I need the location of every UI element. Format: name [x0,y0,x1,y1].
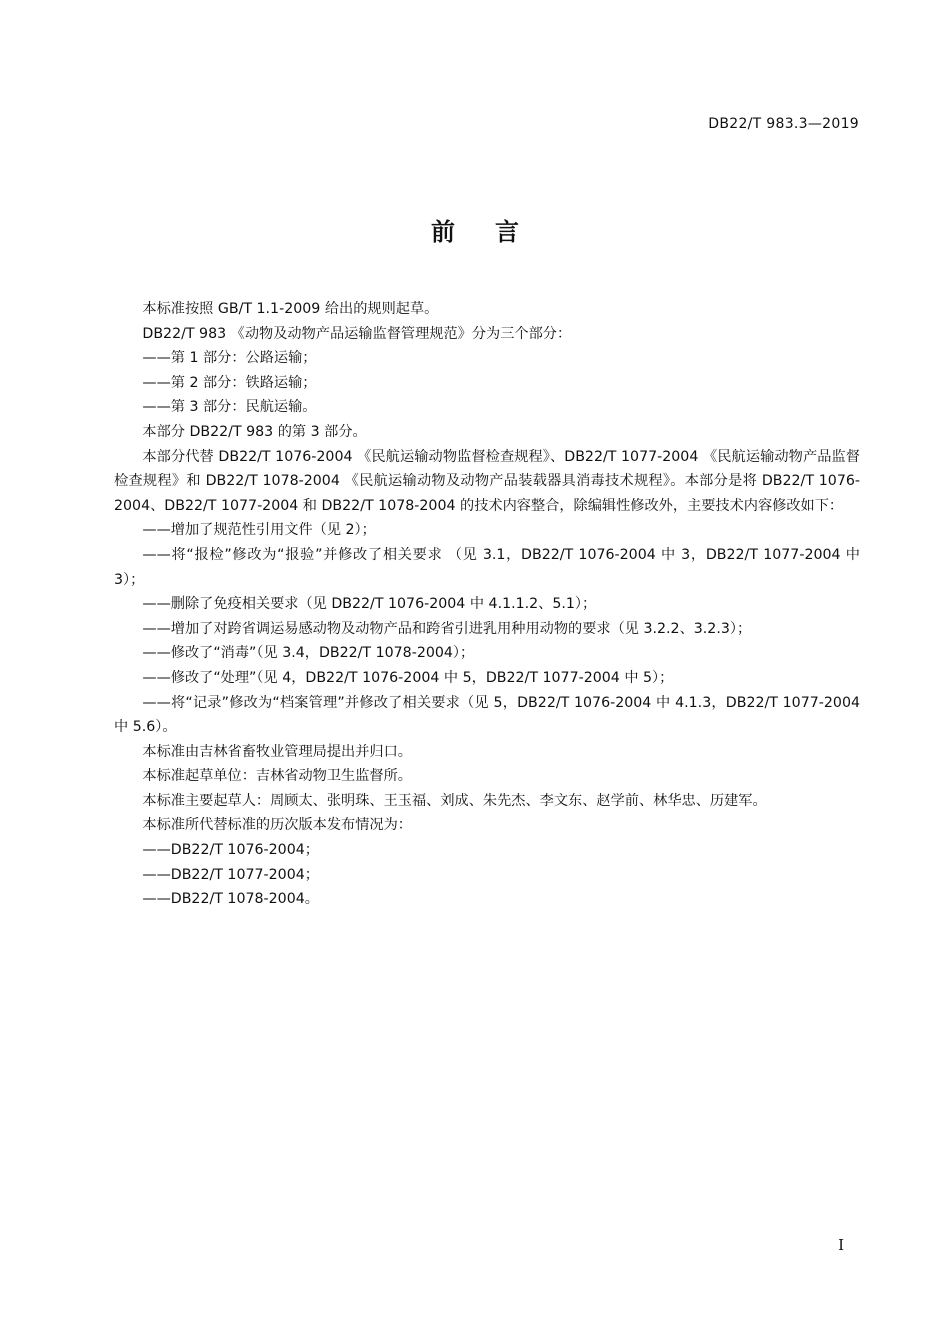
list-item: ——增加了对跨省调运易感动物及动物产品和跨省引进乳用种用动物的要求（见 3.2.2、3.2.3）； [142,620,752,637]
paragraph: 本部分代替 DB22/T 1076-2004 《民航运输动物监督检查规程》、DB22/T 1077-2004 《民航运输动物产品监督检查规程》和 DB22/T 1078-2004 《民航运输动物及动物产品装载器具消毒技术规程》。本部分是将 DB22/T 1076-2004、DB22/T 1077-2004 和 DB22/T 1078-2004 的技术内容整合，除编辑性修改外，主要技术内容修改如下： [114,448,860,514]
list-item: ——DB22/T 1077-2004； [142,866,319,883]
paragraph: 本标准由吉林省畜牧业管理局提出并归口。 [142,743,412,760]
list-item: ——将“记录”修改为“档案管理”并修改了相关要求（见 5，DB22/T 1076-2004 中 4.1.3，DB22/T 1077-2004 中 5.6）。 [114,694,860,736]
list-item: ——删除了免疫相关要求（见 DB22/T 1076-2004 中 4.1.1.2、5.1）； [142,596,597,613]
paragraph: DB22/T 983 《动物及动物产品运输监督管理规范》分为三个部分： [142,325,572,342]
page-number: I [838,1236,844,1254]
foreword-body [114,297,860,912]
paragraph: 本标准所代替标准的历次版本发布情况为： [142,817,412,834]
list-item: ——将“报检”修改为“报验”并修改了相关要求 （见 3.1，DB22/T 1076-2004 中 3，DB22/T 1077-2004 中 3）； [114,546,860,588]
list-item: ——DB22/T 1078-2004。 [142,891,319,908]
paragraph: 本标准起草单位：吉林省动物卫生监督所。 [142,768,412,785]
document-code: DB22/T 983.3—2019 [708,116,859,132]
paragraph: 本标准按照 GB/T 1.1-2009 给出的规则起草。 [142,301,439,317]
list-item: ——修改了“处理”（见 4，DB22/T 1076-2004 中 5，DB22/T 1077-2004 中 5）； [142,669,674,686]
list-item: ——DB22/T 1076-2004； [142,842,319,859]
list-item: ——增加了规范性引用文件（见 2）； [142,522,376,539]
list-item: ——修改了“消毒”（见 3.4，DB22/T 1078-2004）； [142,645,475,662]
paragraph: 本部分 DB22/T 983 的第 3 部分。 [142,423,367,440]
list-item: ——第 3 部分：民航运输。 [142,399,317,416]
page-title: 前言 [431,218,559,246]
list-item: ——第 1 部分：公路运输； [142,350,317,367]
paragraph: 本标准主要起草人：周顾太、张明珠、王玉福、刘成、朱先杰、李文东、赵学前、林华忠、历建军。 [142,792,767,809]
list-item: ——第 2 部分：铁路运输； [142,374,317,391]
